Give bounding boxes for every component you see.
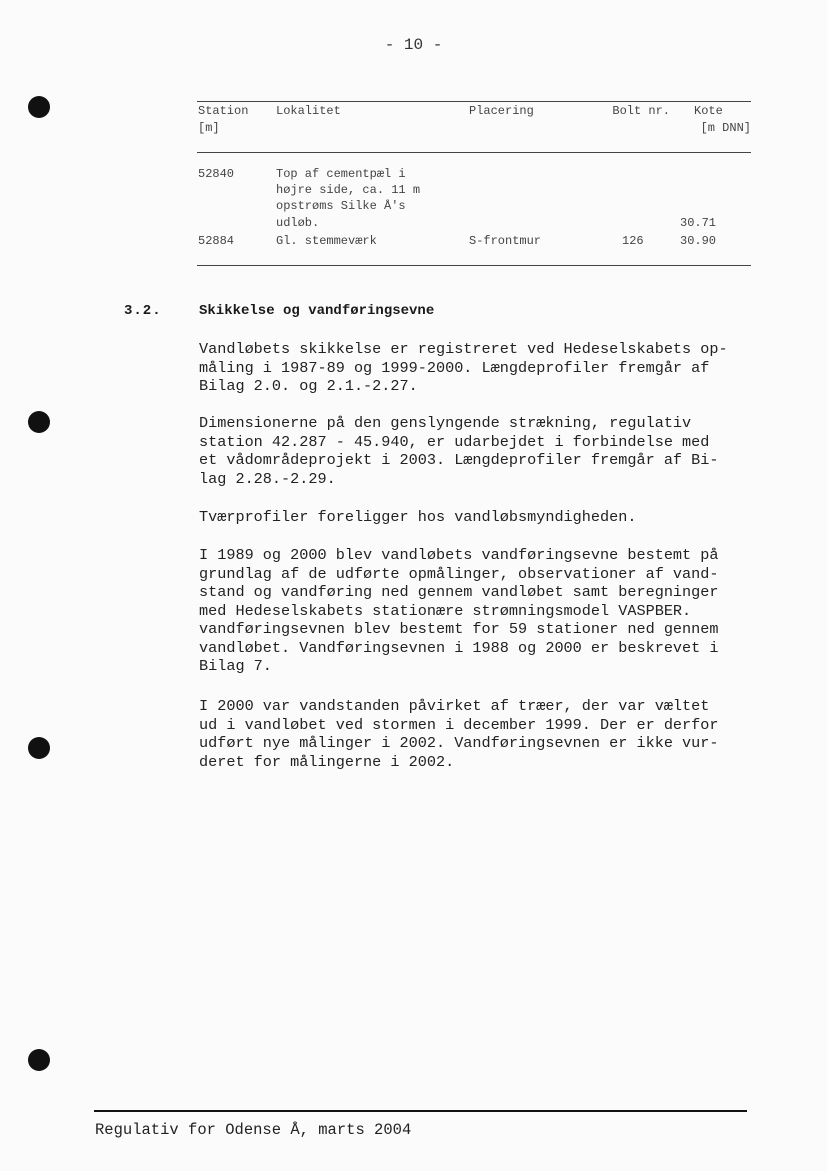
punch-hole (28, 411, 50, 433)
paragraph-line: vandløbet. Vandføringsevnen i 1988 og 2000 er beskrevet i (199, 638, 719, 657)
row-lokalitet-line: opstrøms Silke Å's (276, 199, 406, 213)
row-kote: 30.71 (680, 216, 717, 230)
punch-hole (28, 737, 50, 759)
row-station: 52840 (198, 167, 235, 181)
header-station: Station (198, 104, 249, 118)
paragraph (199, 697, 774, 771)
paragraph (199, 414, 774, 488)
table-header-rule (197, 152, 751, 153)
paragraph-line: lag 2.28.-2.29. (199, 469, 336, 488)
row-lokalitet-line: Top af cementpæl i (276, 167, 406, 181)
row-lokalitet-line: udløb. (276, 216, 320, 230)
row-placering: S-frontmur (469, 234, 542, 248)
header-placering: Placering (469, 104, 534, 118)
row-lokalitet-line: højre side, ca. 11 m (276, 183, 421, 197)
paragraph-line: I 2000 var vandstanden påvirket af træer, der var væltet (199, 697, 710, 715)
punch-hole (28, 96, 50, 118)
paragraph (199, 340, 774, 396)
section-title: Skikkelse og vandføringsevne (199, 303, 435, 319)
paragraph-line: stand og vandføring ned gennem vandløbet samt beregninger (199, 583, 719, 601)
table-bottom-rule (197, 265, 751, 266)
section-number: 3.2. (124, 303, 162, 319)
paragraph-line: Vandløbets skikkelse er registreret ved Hedeselskabets op- (199, 340, 728, 358)
header-kote-unit: [m DNN] (700, 121, 751, 135)
paragraph-line: Bilag 7. (199, 657, 272, 675)
footer-rule (94, 1110, 747, 1112)
page-number: - 10 - (384, 36, 443, 54)
paragraph-line: I 1989 og 2000 blev vandløbets vandføringsevne bestemt på (199, 546, 719, 564)
header-lokalitet: Lokalitet (276, 104, 341, 118)
paragraph-line: deret for målingerne i 2002. (199, 752, 455, 771)
header-bolt: Bolt nr. (612, 104, 670, 118)
paragraph-line: vandføringsevnen blev bestemt for 59 stationer ned gennem (199, 620, 719, 638)
paragraph-line: station 42.287 - 45.940, er udarbejdet i forbindelse med (199, 432, 710, 451)
paragraph (199, 546, 774, 676)
paragraph-line: et vådområdeprojekt i 2003. Længdeprofiler fremgår af Bi- (199, 451, 719, 469)
header-kote: Kote (694, 104, 723, 118)
paragraph-line: med Hedeselskabets stationære strømningsmodel VASPBER. (199, 601, 692, 620)
paragraph-line: ud i vandløbet ved stormen i december 1999. Der er derfor (199, 715, 719, 734)
header-station-unit: [m] (198, 121, 220, 135)
paragraph (199, 508, 774, 527)
punch-hole (28, 1049, 50, 1071)
row-bolt: 126 (622, 234, 644, 248)
row-kote: 30.90 (680, 234, 717, 248)
paragraph-line: udført nye målinger i 2002. Vandføringsevnen er ikke vur- (199, 734, 719, 752)
paragraph-line: måling i 1987-89 og 1999-2000. Længdeprofiler fremgår af (199, 358, 710, 377)
paragraph-line: Tværprofiler foreligger hos vandløbsmyndigheden. (199, 508, 637, 526)
paragraph-line: Bilag 2.0. og 2.1.-2.27. (199, 377, 418, 395)
paragraph-line: Dimensionerne på den genslyngende strækning, regulativ (199, 414, 692, 432)
footer-text: Regulativ for Odense Å, marts 2004 (95, 1121, 412, 1139)
paragraph-line: grundlag af de udførte opmålinger, observationer af vand- (199, 564, 719, 583)
row-station: 52884 (198, 234, 235, 248)
table-top-rule (197, 101, 751, 102)
row-lokalitet-line: Gl. stemmeværk (276, 234, 377, 248)
